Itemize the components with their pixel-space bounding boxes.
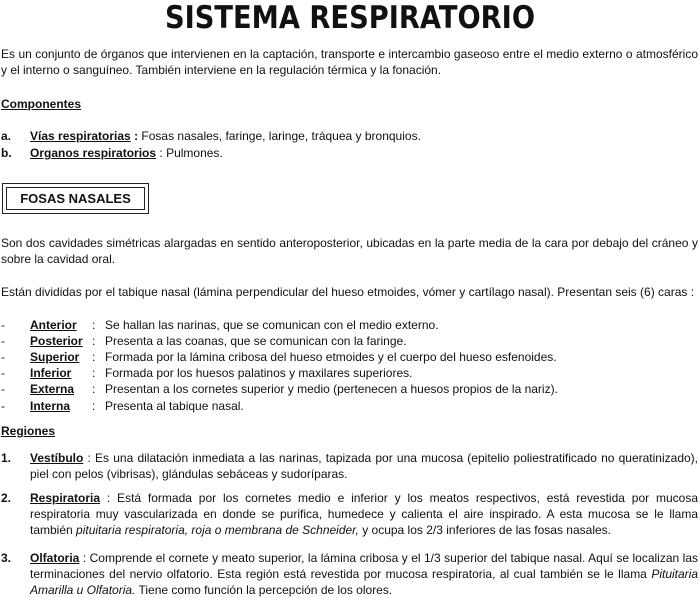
componente-marker: a. [1,129,12,143]
cara-colon: : [92,318,96,332]
section-box [2,183,149,214]
region-vestibulo [30,450,698,482]
componente-name: Vías respiratorias [30,129,131,143]
list-item [0,381,700,397]
componente-item-a [1,128,421,144]
region-text: : Está formada por los cornetes medio e inferior y los meatos respectivos, está revestida por mucosa respiratoria muy vascularizada en donde se purifica, humedece y calienta el aire inspirado. A esta mucosa se le llama también [30,491,698,537]
cara-desc: Presenta a las coanas, que se comunican con la faringe. [105,334,407,348]
cara-colon: : [92,334,96,348]
componente-name: Organos respiratorios [30,146,157,160]
region-respiratoria [30,490,698,538]
region-text: : Comprende el cornete y meato superior, la lámina cribosa y el 1/3 superior del tabique nasal. Aquí se localizan las terminaciones del nervio olfatorio. Esta región está revestida por mucosa respiratoria, al cual también se le llama [30,551,698,581]
cara-colon: : [92,399,96,413]
cara-colon: : [92,366,96,380]
cara-desc: Presenta al tabique nasal. [105,399,244,413]
region-text-end: Tiene como función la percepción de los olores. [135,583,393,597]
list-item [0,398,700,414]
section-box-title: FOSAS NASALES [6,187,145,210]
region-text: : Es una dilatación inmediata a las narinas, tapizada por una mucosa (epitelio poliestratificado no queratinizado), piel con pelos (vibrisas), glándulas sebáceas y sudoríparas. [30,451,698,481]
cara-colon: : [92,350,96,364]
region-name: Olfatoria [30,551,80,565]
region-name: Respiratoria [30,491,101,505]
cara-dash: - [1,318,5,332]
cara-name: Posterior [30,334,83,348]
region-number: 1. [1,451,12,465]
para-cavidades: Son dos cavidades simétricas alargadas en sentido anteroposterior, ubicadas en la parte media de la cara por debajo del cráneo y sobre la cavidad oral. [1,236,698,266]
intro-paragraph: Es un conjunto de órganos que intervienen en la captación, transporte e intercambio gaseoso entre el medio externo o atmosférico y el interno o sanguíneo. También interviene en la regulación térmica y la fonación. [1,47,698,77]
cara-name: Superior [30,350,80,364]
region-text-end: y ocupa los 2/3 inferiores de las fosas nasales. [358,523,611,537]
cara-dash: - [1,366,5,380]
componente-desc: Fosas nasales, faringe, laringe, tráquea y bronquios. [141,129,421,143]
region-italic-text: pituitaria respiratoria, roja o membrana de Schneider, [76,523,359,537]
cara-name: Anterior [30,318,77,332]
cara-name: Inferior [30,366,72,380]
componente-marker: b. [1,146,12,160]
componente-item-b [1,145,223,161]
region-name: Vestíbulo [30,451,84,465]
para-tabique: Están divididas por el tabique nasal (lámina perpendicular del hueso etmoides, vómer y cartílago nasal). Presentan seis (6) caras : [1,285,695,299]
region-olfatoria [30,550,698,598]
cara-desc: Formada por la lámina cribosa del hueso etmoides y el cuerpo del hueso esfenoides. [105,350,557,364]
cara-desc: Se hallan las narinas, que se comunican con el medio externo. [105,318,439,332]
cara-name: Externa [30,382,75,396]
cara-dash: - [1,350,5,364]
list-item [0,365,700,381]
region-italic-text: Pituitaria Amarilla u Olfatoria. [30,567,698,597]
cara-dash: - [1,334,5,348]
componente-desc: Pulmones. [166,146,223,160]
list-item [0,333,700,349]
page-title: SISTEMA RESPIRATORIO [164,0,536,36]
region-number: 3. [1,551,12,565]
componentes-heading: Componentes [1,97,82,111]
regiones-heading: Regiones [1,424,56,438]
cara-dash: - [1,399,5,413]
region-number: 2. [1,491,12,505]
componente-sep: : [130,129,142,143]
cara-colon: : [92,382,96,396]
cara-name: Interna [30,399,71,413]
list-item [0,349,700,365]
cara-dash: - [1,382,5,396]
componente-sep: : [156,146,167,160]
list-item [0,317,700,333]
cara-desc: Presentan a los cornetes superior y medio (pertenecen a huesos propios de la nariz). [105,382,558,396]
cara-desc: Formada por los huesos palatinos y maxilares superiores. [105,366,413,380]
